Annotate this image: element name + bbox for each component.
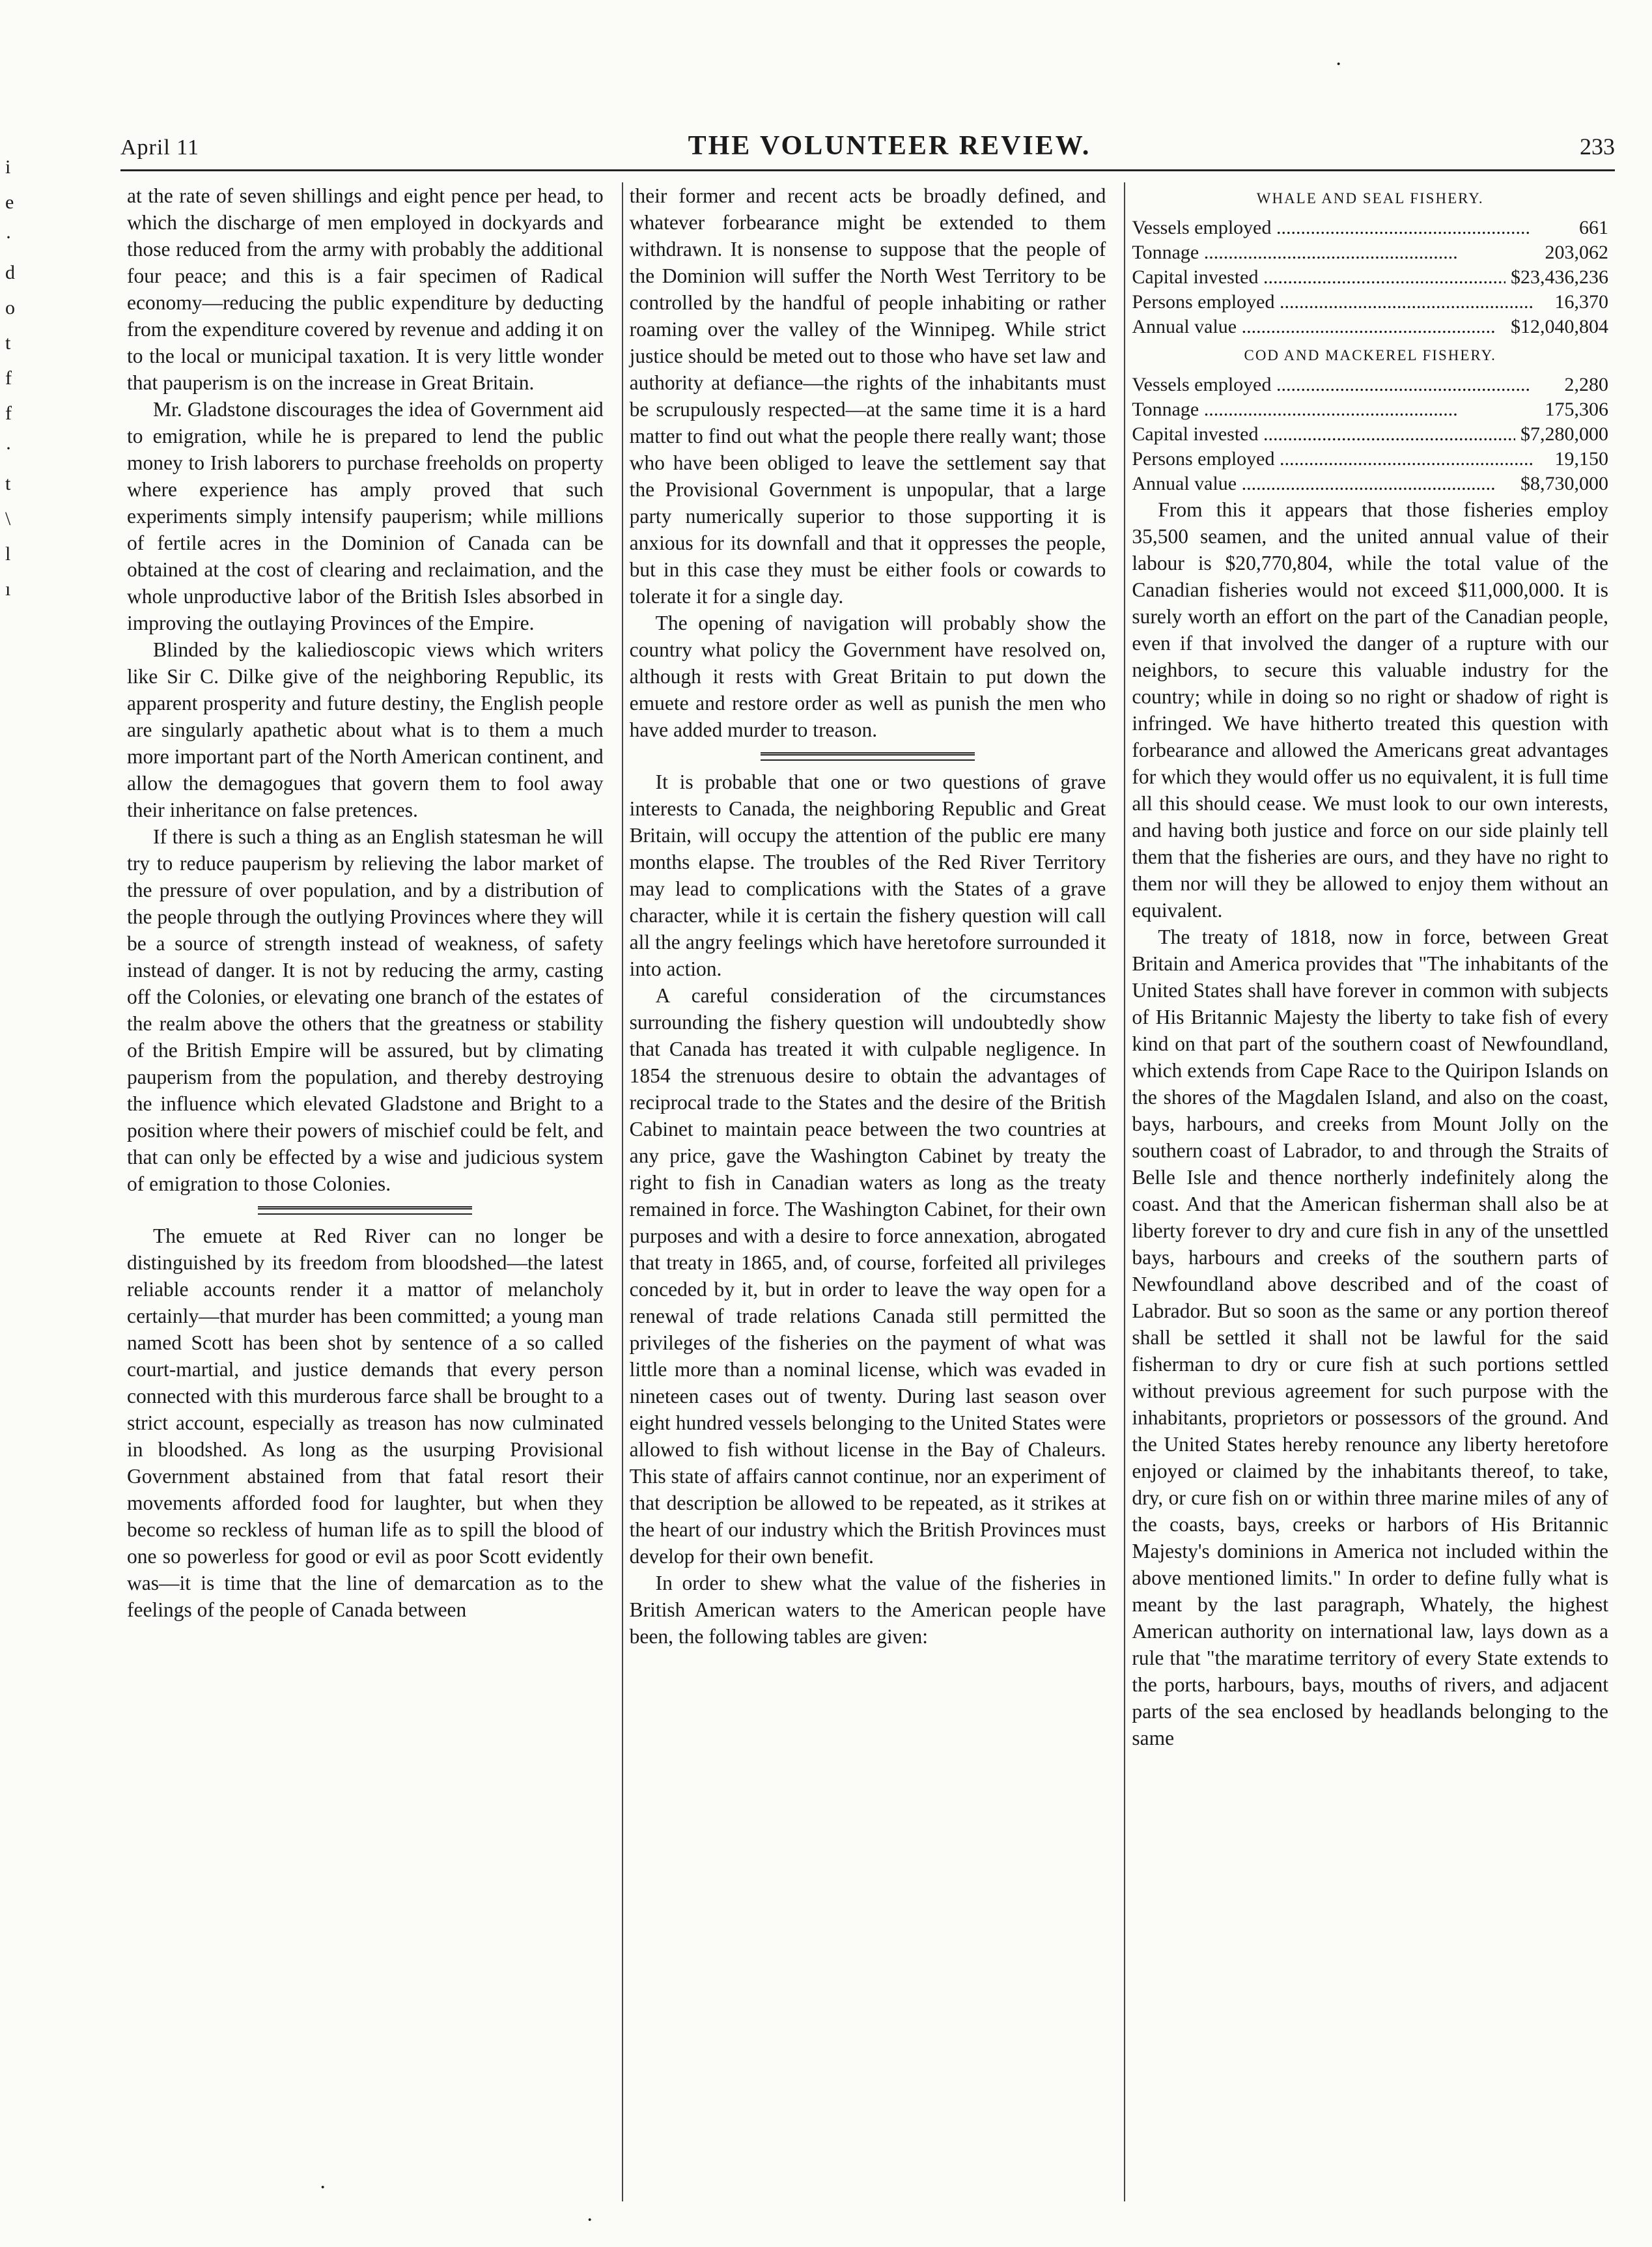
row-value: 2,280 xyxy=(1564,374,1609,395)
row-label: Annual value ..... xyxy=(1132,315,1505,339)
row-value: 661 xyxy=(1579,217,1609,238)
margin-mark: t xyxy=(5,332,11,354)
paragraph: their former and recent acts be broadly defined, and whatever forbearance might be extended to them withdrawn. It is nonsense to suppose that the people of the Dominion will suffer the North West Territory to be controlled by the handful of people inhabiting or rather roaming over the valley of the Winnipeg. While strict justice should be meted out to those who have set law and authority at defiance—the rights of the inhabitants must be scrupulously respected—at the same time it is a hard matter to find out what the people there really want; those who have been obliged to leave the settlement say that the Provisional Government is unpopular, that a large party numerically superior to those supporting it is anxious for its downfall and that it oppresses the people, but in this case they must be either fools or cowards to tolerate it for a single day. xyxy=(629,184,1106,608)
scan-speck: · xyxy=(1335,52,1343,76)
table-row xyxy=(1132,265,1608,290)
paragraph: It is probable that one or two questions of grave interests to Canada, the neighboring Republic and Great Britain, will occupy the attention of the public ere many months elapse. The troubles of the Red River Territory may lead to complications with the States of a grave character, while it is certain the fishery question will call all the angry feelings which have heretofore surrounded it into action. xyxy=(629,770,1106,980)
table-row xyxy=(1132,240,1608,265)
margin-mark: o xyxy=(5,297,15,318)
cod-fishery-table xyxy=(1132,373,1608,496)
paragraph: If there is such a thing as an English statesman he will try to reduce pauperism by relieving the labor market of the pressure of over population, and by a distribution of the people through the outlying Provinces where they will be a source of strength instead of weakness, of safety instead of danger. It is not by reducing the army, casting off the Colonies, or elevating one branch of the estates of the realm above the others that the greatness or stability of the British Empire will be assured, but by climating pauperism from the population, and thereby destroying the influence which elevated Gladstone and Bright to a position where their powers of mischief could be felt, and that can only be effected by a wise and judicious system of emigration to those Colonies. xyxy=(127,825,604,1195)
row-value: $8,730,000 xyxy=(1520,473,1609,494)
margin-mark: · xyxy=(5,438,12,459)
paragraph: From this it appears that those fisheries employ 35,500 seamen, and the united annual value of their labour is $20,770,804, while the total value of the Canadian fisheries would not exceed $11,000,000. It is surely worth an effort on the part of the Canadian people, even if that involved the danger of a rupture with our neighbors, to secure this valuable industry for the country; while in doing so no right or shadow of right is infringed. We have hitherto treated this question with forbearance and allowed the Americans great advantages for which they would offer us no equivalent, it is full time all this should cease. We must look to our own interests, and having both justice and force on our side plainly tell them that the fisheries are ours, and they have no right to them nor will they be allowed to enjoy them without an equivalent. xyxy=(1132,498,1609,922)
table-row xyxy=(1132,315,1608,339)
paragraph: A careful consideration of the circumstances surrounding the fishery question will undoubtedly show that Canada has treated it with culpable negligence. In 1854 the strenuous desire to obtain the advantages of reciprocal trade to the States and the desire of the British Cabinet to maintain peace between the two countries at any price, gave the Washington Cabinet by treaty the right to fish in Canadian waters as long as the treaty remained in force. The Washington Cabinet, for their own purposes and with a desire to force annexation, abrogated that treaty in 1865, and, of course, forfeited all privileges conceded by it, but in order to leave the way open for a renewal of trade relations Canada still permitted the privileges of the fisheries on the payment of what was little more than a nominal license, which was evaded in nineteen cases out of twenty. During last season over eight hundred vessels belonging to the United States were allowed to fish without license in the Bay of Chaleurs. This state of affairs cannot continue, nor an experiment of that description be allowed to be repeated, as it strikes at the heart of our industry which the British Provinces must develop for their own benefit. xyxy=(629,984,1106,1568)
section-divider xyxy=(761,752,975,761)
page-header xyxy=(120,130,1615,171)
row-label: Persons employed ..... xyxy=(1132,447,1549,472)
paragraph: Blinded by the kaliedioscopic views which writers like Sir C. Dilke give of the neighboring Republic, its apparent prosperity and future destiny, the English people are singularly apathetic about what is to them a much more important part of the North American continent, and allow the demagogues that govern them to fool away their inheritance on false pretences. xyxy=(127,638,604,821)
issue-date: April 11 xyxy=(120,135,200,160)
section-divider xyxy=(258,1206,472,1215)
row-label: Tonnage ..... xyxy=(1132,240,1539,265)
margin-mark: f xyxy=(5,367,12,389)
paragraph: In order to shew what the value of the fisheries in British American waters to the American people have been, the following tables are given: xyxy=(629,1572,1106,1648)
article-columns xyxy=(120,182,1615,2201)
column-1 xyxy=(120,182,610,2201)
margin-mark: · xyxy=(5,227,12,248)
margin-mark: d xyxy=(5,262,15,283)
paragraph: The opening of navigation will probably show the country what policy the Government have resolved on, although it rests with Great Britain to put down the emuete and restore order as well as punish the men who have added murder to treason. xyxy=(629,612,1106,741)
table-row xyxy=(1132,447,1608,472)
table-row xyxy=(1132,397,1608,422)
row-value: 175,306 xyxy=(1545,399,1609,420)
margin-mark: f xyxy=(5,403,12,424)
newspaper-title: THE VOLUNTEER REVIEW. xyxy=(688,131,1091,161)
whale-fishery-table xyxy=(1132,216,1608,339)
margin-mark: t xyxy=(5,473,11,494)
row-value: 19,150 xyxy=(1554,448,1609,470)
table-row xyxy=(1132,472,1608,496)
cod-table-title: COD AND MACKEREL FISHERY. xyxy=(1244,347,1496,363)
row-label: Annual value ..... xyxy=(1132,472,1515,496)
row-value: 203,062 xyxy=(1545,242,1609,263)
row-value: 16,370 xyxy=(1554,291,1609,313)
table-row xyxy=(1132,290,1608,315)
paragraph: Mr. Gladstone discourages the idea of Government aid to emigration, while he is prepared to lend the public money to Irish laborers to purchase freeholds on property where experience has amply proved that such experiments simply intensify pauperism; while millions of fertile acres in the Dominion of Canada can be obtained at the cost of clearing and reclaimation, and the whole unproductive labor of the British Isles absorbed in improving the outlaying Provinces of the Empire. xyxy=(127,398,604,634)
row-label: Persons employed ..... xyxy=(1132,290,1549,315)
margin-mark: i xyxy=(5,156,11,178)
margin-mark: ı xyxy=(5,578,11,600)
row-label: Vessels employed ..... xyxy=(1132,216,1574,240)
row-label: Vessels employed ..... xyxy=(1132,373,1559,397)
scan-speck: · xyxy=(586,2208,594,2232)
row-label: Tonnage ..... xyxy=(1132,397,1539,422)
paragraph: The emuete at Red River can no longer be distinguished by its freedom from bloodshed—the latest reliable accounts render it a mattor of melancholy certainly—that murder has been committed; a young man named Scott has been shot by sentence of a so called court-martial, and justice demands that every person connected with this murderous farce shall be brought to a strict account, especially as treason has now culminated in bloodshed. As long as the usurping Provisional Government abstained from that fatal resort their movements afforded food for laughter, but when they become so reckless of human life as to spill the blood of one so powerless for good or evil as poor Scott evidently was—it is time that the line of demarcation as to the feelings of the people of Canada between xyxy=(127,1224,604,1621)
column-2 xyxy=(622,182,1113,2201)
whale-table-title: WHALE AND SEAL FISHERY. xyxy=(1256,190,1484,206)
table-row xyxy=(1132,373,1608,397)
margin-mark: \ xyxy=(5,508,11,530)
row-label: Capital invested ..... xyxy=(1132,265,1505,290)
paragraph: at the rate of seven shillings and eight pence per head, to which the discharge of men employed in dockyards and those reduced from the army with probably the additional four peace; and this is a fair specimen of Radical economy—reducing the public expenditure by deducting from the expenditure covered by revenue and adding it on to the local or municipal taxation. It is very little wonder that pauperism is on the increase in Great Britain. xyxy=(127,184,604,394)
column-3 xyxy=(1124,182,1615,2201)
margin-mark: l xyxy=(5,543,11,565)
scan-speck: · xyxy=(319,2175,327,2199)
paragraph: The treaty of 1818, now in force, between Great Britain and America provides that "The inhabitants of the United States shall have forever in common with subjects of His Britannic Majesty the liberty to take fish of every kind on that part of the southern coast of Newfoundland, which extends from Cape Race to the Quiripon Islands on the shores of the Magdalen Island, and also on the coast, bays, harbours, and creeks from Mount Jolly on the southern coast of Labrador, to and through the Straits of Belle Isle and thence northerly indefinitely along the coast. And that the American fisherman shall also be at liberty forever to dry and cure fish in any of the unsettled bays, harbours and creeks of the southern parts of Newfoundland above described and of the coast of Labrador. But so soon as the same or any portion thereof shall be settled it shall not be lawful for the said fisherman to dry or cure fish at such portions settled without previous agreement for such purpose with the inhabitants, proprietors or possessors of the ground. And the United States hereby renounce any liberty heretofore enjoyed or claimed by the inhabitants thereof, to take, dry, or cure fish on or within three marine miles of any of the coasts, bays, creeks or harbors of His Britannic Majesty's dominions in America not included within the above mentioned limits." In order to define fully what is meant by the last paragraph, Whately, the highest American authority on international law, lays down as a rule that "the maratime territory of every State extends to the ports, harbours, bays, mouths of rivers, and adjacent parts of the sea enclosed by headlands belonging to the same xyxy=(1132,926,1609,1749)
margin-marks xyxy=(5,150,31,607)
table-row xyxy=(1132,216,1608,240)
page-number: 233 xyxy=(1580,134,1615,160)
row-label: Capital invested ..... xyxy=(1132,422,1515,447)
row-value: $23,436,236 xyxy=(1511,266,1609,288)
table-row xyxy=(1132,422,1608,447)
margin-mark: e xyxy=(5,191,14,213)
row-value: $7,280,000 xyxy=(1520,423,1609,445)
row-value: $12,040,804 xyxy=(1511,316,1609,337)
